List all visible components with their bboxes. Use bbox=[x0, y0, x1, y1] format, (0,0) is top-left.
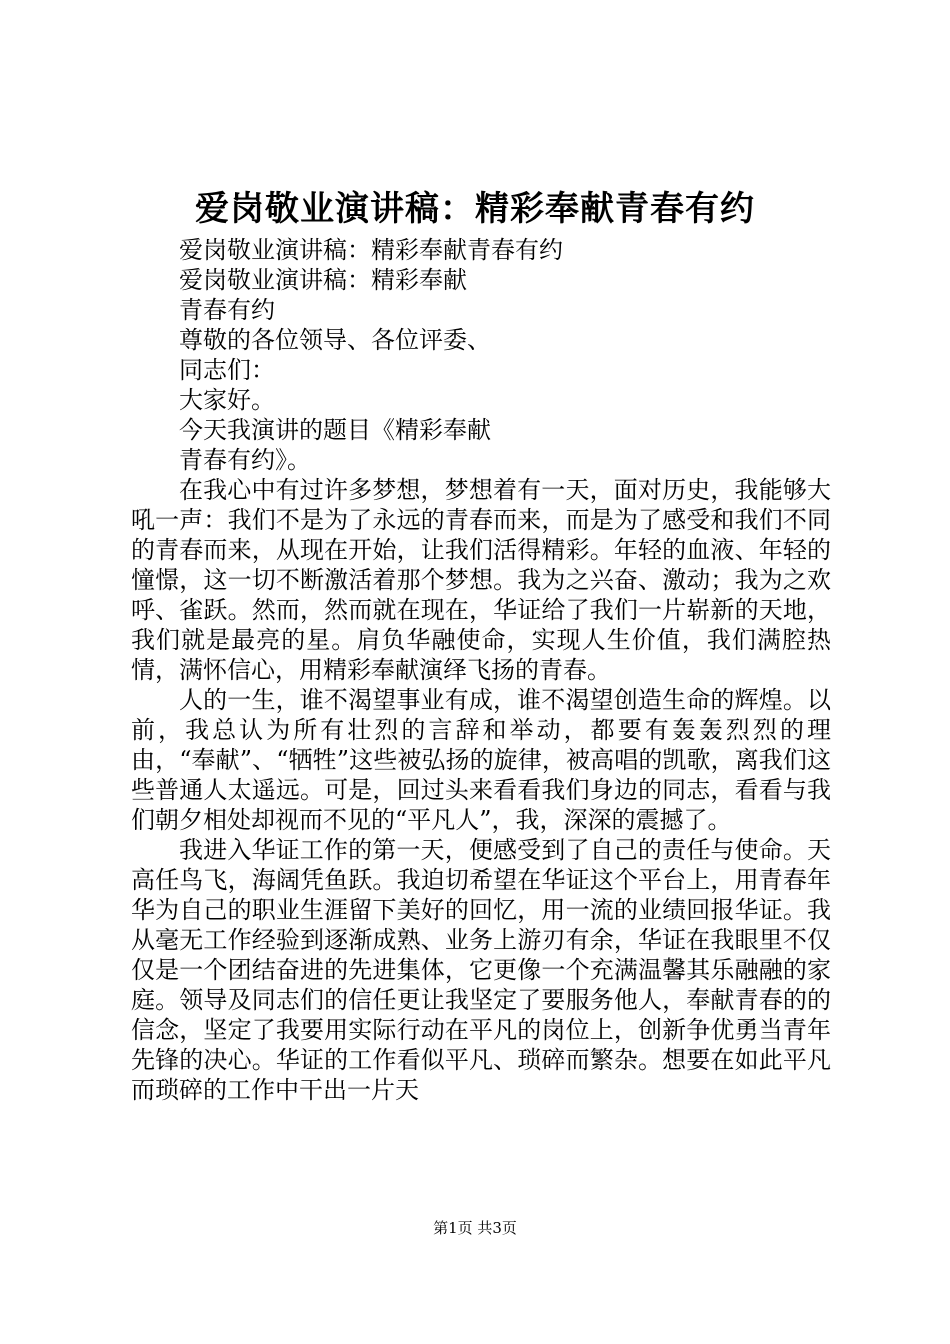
page-number-footer: 第1页 共3页 bbox=[433, 1219, 517, 1237]
body-paragraph: 在我心中有过许多梦想，梦想着有一天，面对历史，我能够大吼一声：我们不是为了永远的青春而来，而是为了感受和我们不同的青春而来，从现在开始，让我们活得精彩。年轻的血液、年轻的憧憬，这一切不断激活着那个梦想。我为之兴奋、激动；我为之欢呼、雀跃。然而，然而就在现在，华证给了我们一片崭新的天地，我们就是最亮的星。肩负华融使命，实现人生价值，我们满腔热情，满怀信心，用精彩奉献演绎飞扬的青春。 bbox=[131, 476, 831, 684]
document-title: 爱岗敬业演讲稿：精彩奉献青春有约 bbox=[195, 189, 755, 229]
greeting-line: 大家好。 bbox=[179, 386, 275, 414]
topic-line: 今天我演讲的题目《精彩奉献 bbox=[179, 416, 491, 444]
body-paragraph: 我进入华证工作的第一天，便感受到了自己的责任与使命。天高任鸟飞，海阔凭鱼跃。我迫切希望在华证这个平台上，用青春年华为自己的职业生涯留下美好的回忆，用一流的业绩回报华证。我从毫无工作经验到逐渐成熟、业务上游刃有余，华证在我眼里不仅仅是一个团结奋进的先进集体，它更像一个充满温馨其乐融融的家庭。领导及同志们的信任更让我坚定了要服务他人，奉献青春的的信念，坚定了我要用实际行动在平凡的岗位上，创新争优勇当青年先锋的决心。华证的工作看似平凡、琐碎而繁杂。想要在如此平凡而琐碎的工作中干出一片天 bbox=[131, 836, 831, 1104]
header-line: 青春有约 bbox=[179, 296, 275, 324]
document-body bbox=[131, 235, 831, 1105]
body-paragraph: 人的一生，谁不渴望事业有成，谁不渴望创造生命的辉煌。以前，我总认为所有壮烈的言辞和举动，都要有轰轰烈烈的理由，“奉献”、“牺牲”这些被弘扬的旋律，被高唱的凯歌，离我们这些普通人太遥远。可是，回过头来看看我们身边的同志，看看与我们朝夕相处却视而不见的“平凡人”，我，深深的震撼了。 bbox=[131, 686, 831, 834]
greeting-line: 尊敬的各位领导、各位评委、 bbox=[179, 326, 491, 354]
header-line: 爱岗敬业演讲稿：精彩奉献青春有约 bbox=[179, 236, 563, 264]
topic-line: 青春有约》。 bbox=[179, 446, 311, 474]
header-line: 爱岗敬业演讲稿：精彩奉献 bbox=[179, 266, 467, 294]
greeting-line: 同志们： bbox=[179, 356, 275, 384]
